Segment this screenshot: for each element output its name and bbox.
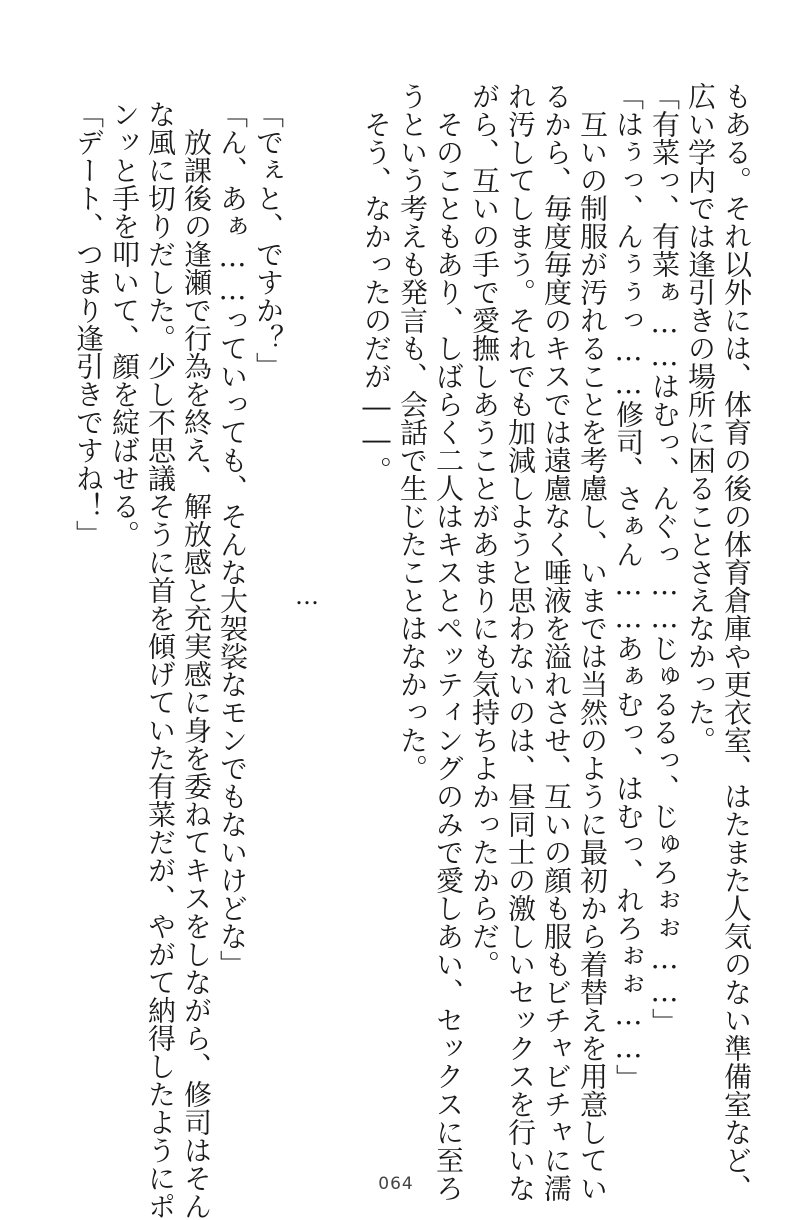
page-number: 064 — [378, 1174, 414, 1194]
text-line: 互いの制服が汚れることを考慮し、いまでは当然のように最初から着替えを用意してい — [576, 82, 609, 1202]
text-line: 「デート、つまり逢引きですね！」 — [72, 100, 105, 548]
text-line: もある。それ以外には、体育の後の体育倉庫や更衣室、はたまた人気のない準備室など、 — [720, 82, 753, 1202]
section-break: … — [293, 582, 321, 610]
text-line: 広い学内では逢引きの場所に困ることさえなかった。 — [684, 82, 717, 754]
text-line: 「有菜っ、有菜ぁ……はむっ、んぐっ……じゅるるっ、じゅろぉぉ……」 — [648, 82, 681, 1036]
text-line: うという考えも発言も、会話で生じたことはなかった。 — [396, 82, 429, 782]
text-line: ンッと手を叩いて、顔を綻ばせる。 — [108, 100, 141, 548]
text-line: 放課後の逢瀬で行為を終え、解放感と充実感に身を委ねてキスをしながら、修司はそん — [180, 100, 213, 1220]
text-line: そのこともあり、しばらく二人はキスとペッティングのみで愛しあい、セックスに至ろ — [432, 82, 465, 1202]
text-line: れ汚してしまう。それでも加減しようと思わないのは、昼同士の激しいセックスを行いな — [504, 82, 537, 1202]
text-line: 「でぇと、ですか？」 — [252, 100, 285, 380]
text-line: るから、毎度毎度のキスでは遠慮なく唾液を溢れさせ、互いの顔も服もビチャビチャに濡 — [540, 82, 573, 1202]
text-line: がら、互いの手で愛撫しあうことがあまりにも気持ちよかったからだ。 — [468, 82, 501, 978]
text-line: 「ん、あぁ……っていっても、そんな大袈裟なモンでもないけどな」 — [216, 100, 249, 978]
text-line: 「はぅっ、んぅぅっ……修司、さぁん……あぁむっ、はむっ、れろぉぉ……」 — [612, 82, 645, 1092]
text-line: な風に切りだした。少し不思議そうに首を傾げていた有菜だが、やがて納得したようにポ — [144, 100, 177, 1220]
text-line: そう、なかったのだが――。 — [360, 82, 393, 484]
